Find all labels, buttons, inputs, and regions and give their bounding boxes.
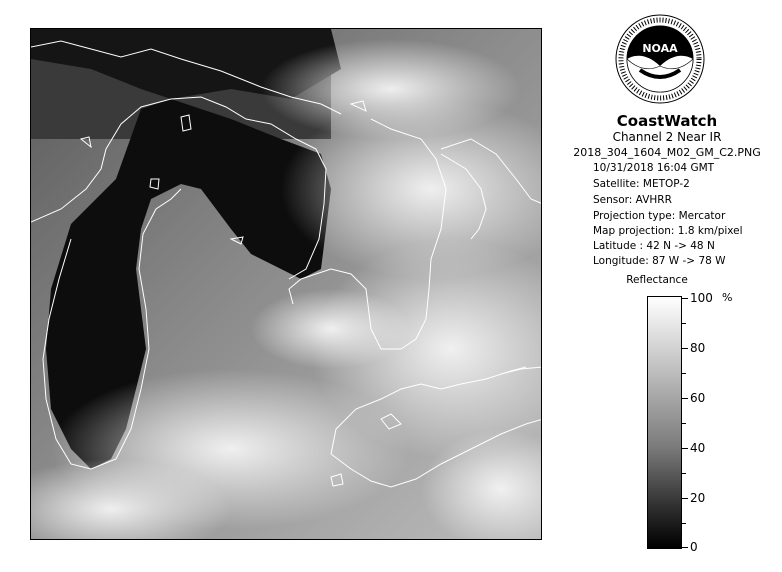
acquisition-datetime: 10/31/2018 16:04 GMT [593, 162, 715, 174]
colorbar-tick-minor [682, 373, 686, 374]
satellite-map [30, 28, 542, 540]
satellite-label: Satellite: METOP-2 [593, 178, 690, 190]
map-projection-label: Map projection: 1.8 km/pixel [593, 225, 743, 237]
product-title: CoastWatch [616, 112, 718, 130]
colorbar-tick-label: 100 [690, 291, 713, 305]
noaa-logo [615, 14, 705, 104]
colorbar-title: Reflectance [626, 274, 688, 286]
logo-text: NOAA [642, 42, 678, 55]
sensor-label: Sensor: AVHRR [593, 194, 672, 206]
colorbar-tick-minor [682, 473, 686, 474]
colorbar-tick-minor [682, 423, 686, 424]
colorbar-tick-major [682, 498, 688, 499]
colorbar-tick-major [682, 547, 688, 548]
colorbar-unit: % [722, 291, 733, 304]
colorbar-tick-label: 40 [690, 441, 706, 455]
file-name: 2018_304_1604_M02_GM_C2.PNG [573, 146, 761, 159]
colorbar [647, 296, 682, 549]
colorbar-tick-minor [682, 523, 686, 524]
latitude-range-label: Latitude : 42 N -> 48 N [593, 240, 715, 252]
channel-label: Channel 2 Near IR [612, 130, 722, 144]
longitude-range-label: Longitude: 87 W -> 78 W [593, 255, 726, 267]
colorbar-tick-major [682, 448, 688, 449]
colorbar-tick-label: 20 [690, 491, 706, 505]
projection-type-label: Projection type: Mercator [593, 210, 726, 222]
map-image [31, 29, 542, 540]
colorbar-tick-major [682, 348, 688, 349]
colorbar-tick-label: 80 [690, 341, 706, 355]
colorbar-tick-minor [682, 323, 686, 324]
colorbar-tick-label: 60 [690, 391, 706, 405]
colorbar-tick-major [682, 298, 688, 299]
noaa-logo-icon [615, 14, 705, 104]
colorbar-tick-label: 0 [690, 540, 698, 554]
colorbar-tick-major [682, 398, 688, 399]
